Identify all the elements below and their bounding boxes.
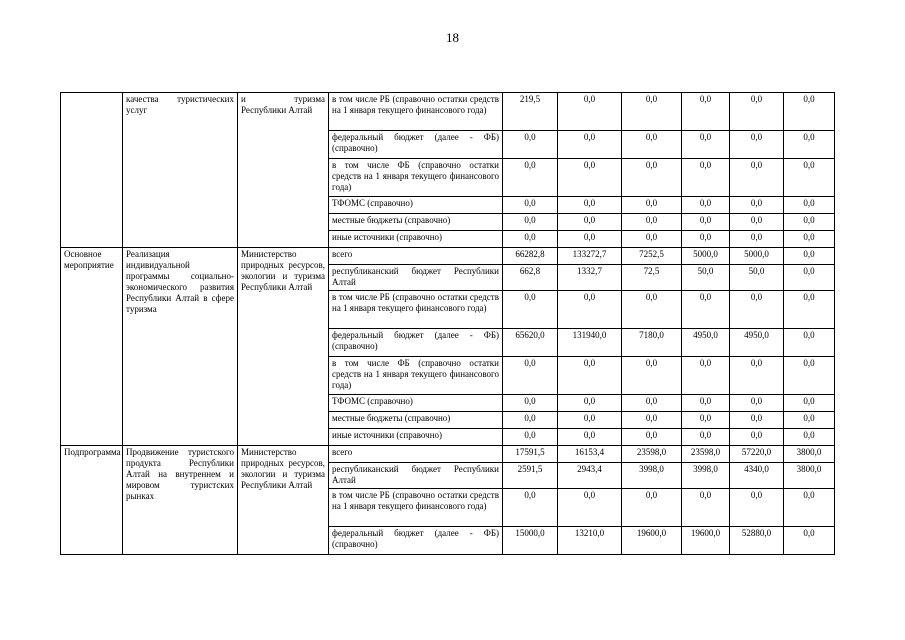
amount-cell-2: 0,0 <box>558 93 622 131</box>
amount-cell-2: 131940,0 <box>558 329 622 357</box>
amount-cell-1: 0,0 <box>503 357 558 395</box>
amount-cell-1: 0,0 <box>503 214 558 231</box>
funding-source-cell: в том числе РБ (справочно остатки средств на 1 января текущего финансового года) <box>329 489 503 527</box>
amount-cell-4: 5000,0 <box>682 248 730 265</box>
amount-cell-3: 19600,0 <box>622 527 682 555</box>
amount-cell-2: 0,0 <box>558 412 622 429</box>
program-type-cell: Подпрограмма <box>61 446 123 555</box>
funding-source-cell: федеральный бюджет (далее - ФБ) (справочно) <box>329 131 503 159</box>
funding-source-cell: иные источники (справочно) <box>329 231 503 248</box>
amount-cell-6: 0,0 <box>784 429 835 446</box>
amount-cell-6: 0,0 <box>784 197 835 214</box>
funding-source-cell: местные бюджеты (справочно) <box>329 412 503 429</box>
amount-cell-3: 0,0 <box>622 489 682 527</box>
executor-cell: Министерство природных ресурсов, экологии и туризма Республики Алтай <box>238 446 329 555</box>
amount-cell-2: 16153,4 <box>558 446 622 463</box>
amount-cell-5: 0,0 <box>730 197 784 214</box>
amount-cell-5: 52880,0 <box>730 527 784 555</box>
funding-source-cell: в том числе ФБ (справочно остатки средств на 1 января текущего финансового года) <box>329 357 503 395</box>
program-type-cell <box>61 93 123 248</box>
amount-cell-4: 0,0 <box>682 291 730 329</box>
amount-cell-3: 7180,0 <box>622 329 682 357</box>
amount-cell-3: 72,5 <box>622 265 682 291</box>
amount-cell-6: 0,0 <box>784 248 835 265</box>
funding-source-cell: в том числе РБ (справочно остатки средств на 1 января текущего финансового года) <box>329 93 503 131</box>
amount-cell-4: 0,0 <box>682 357 730 395</box>
amount-cell-1: 17591,5 <box>503 446 558 463</box>
amount-cell-6: 0,0 <box>784 291 835 329</box>
amount-cell-3: 0,0 <box>622 429 682 446</box>
amount-cell-6: 0,0 <box>784 131 835 159</box>
amount-cell-1: 662,8 <box>503 265 558 291</box>
amount-cell-5: 4340,0 <box>730 463 784 489</box>
amount-cell-3: 0,0 <box>622 93 682 131</box>
amount-cell-2: 0,0 <box>558 429 622 446</box>
amount-cell-4: 0,0 <box>682 489 730 527</box>
funding-source-cell: федеральный бюджет (далее - ФБ) (справочно) <box>329 527 503 555</box>
amount-cell-5: 0,0 <box>730 429 784 446</box>
amount-cell-2: 0,0 <box>558 357 622 395</box>
amount-cell-6: 0,0 <box>784 93 835 131</box>
amount-cell-3: 0,0 <box>622 231 682 248</box>
amount-cell-6: 0,0 <box>784 527 835 555</box>
amount-cell-1: 66282,8 <box>503 248 558 265</box>
amount-cell-2: 0,0 <box>558 489 622 527</box>
amount-cell-1: 65620,0 <box>503 329 558 357</box>
funding-source-cell: федеральный бюджет (далее - ФБ) (справочно) <box>329 329 503 357</box>
amount-cell-2: 0,0 <box>558 395 622 412</box>
amount-cell-6: 0,0 <box>784 265 835 291</box>
amount-cell-6: 3800,0 <box>784 463 835 489</box>
executor-cell: Министерство природных ресурсов, экологии и туризма Республики Алтай <box>238 248 329 446</box>
funding-source-cell: республиканский бюджет Республики Алтай <box>329 463 503 489</box>
amount-cell-5: 57220,0 <box>730 446 784 463</box>
amount-cell-5: 5000,0 <box>730 248 784 265</box>
program-type-cell: Основное мероприятие <box>61 248 123 446</box>
program-title-cell: качества туристических услуг <box>123 93 238 248</box>
amount-cell-1: 0,0 <box>503 197 558 214</box>
amount-cell-4: 50,0 <box>682 265 730 291</box>
funding-source-cell: в том числе ФБ (справочно остатки средств на 1 января текущего финансового года) <box>329 159 503 197</box>
amount-cell-5: 0,0 <box>730 357 784 395</box>
amount-cell-1: 0,0 <box>503 131 558 159</box>
amount-cell-1: 219,5 <box>503 93 558 131</box>
amount-cell-4: 4950,0 <box>682 329 730 357</box>
funding-source-cell: местные бюджеты (справочно) <box>329 214 503 231</box>
amount-cell-2: 13210,0 <box>558 527 622 555</box>
funding-source-cell: всего <box>329 248 503 265</box>
amount-cell-1: 0,0 <box>503 489 558 527</box>
table-row <box>61 248 835 265</box>
amount-cell-3: 0,0 <box>622 395 682 412</box>
amount-cell-5: 4950,0 <box>730 329 784 357</box>
amount-cell-3: 0,0 <box>622 131 682 159</box>
table-row <box>61 93 835 131</box>
page-number: 18 <box>446 30 459 45</box>
amount-cell-3: 0,0 <box>622 197 682 214</box>
amount-cell-3: 0,0 <box>622 291 682 329</box>
amount-cell-2: 0,0 <box>558 291 622 329</box>
amount-cell-1: 0,0 <box>503 412 558 429</box>
amount-cell-3: 0,0 <box>622 412 682 429</box>
amount-cell-1: 2591,5 <box>503 463 558 489</box>
amount-cell-4: 23598,0 <box>682 446 730 463</box>
funding-source-cell: ТФОМС (справочно) <box>329 197 503 214</box>
funding-source-cell: республиканский бюджет Республики Алтай <box>329 265 503 291</box>
budget-table <box>60 92 835 555</box>
funding-source-cell: в том числе РБ (справочно остатки средств на 1 января текущего финансового года) <box>329 291 503 329</box>
amount-cell-5: 0,0 <box>730 395 784 412</box>
amount-cell-4: 0,0 <box>682 412 730 429</box>
amount-cell-5: 0,0 <box>730 131 784 159</box>
amount-cell-4: 0,0 <box>682 429 730 446</box>
amount-cell-2: 2943,4 <box>558 463 622 489</box>
amount-cell-3: 3998,0 <box>622 463 682 489</box>
amount-cell-3: 0,0 <box>622 357 682 395</box>
amount-cell-4: 0,0 <box>682 214 730 231</box>
amount-cell-6: 0,0 <box>784 159 835 197</box>
amount-cell-2: 0,0 <box>558 197 622 214</box>
amount-cell-2: 0,0 <box>558 214 622 231</box>
amount-cell-4: 0,0 <box>682 93 730 131</box>
amount-cell-4: 0,0 <box>682 231 730 248</box>
amount-cell-1: 15000,0 <box>503 527 558 555</box>
program-title-cell: Реализация индивидуальной программы социально-экономического развития Республики Алтай в сфере туризма <box>123 248 238 446</box>
amount-cell-6: 3800,0 <box>784 446 835 463</box>
amount-cell-5: 0,0 <box>730 489 784 527</box>
amount-cell-6: 0,0 <box>784 214 835 231</box>
amount-cell-2: 133272,7 <box>558 248 622 265</box>
amount-cell-6: 0,0 <box>784 231 835 248</box>
amount-cell-6: 0,0 <box>784 489 835 527</box>
amount-cell-6: 0,0 <box>784 357 835 395</box>
amount-cell-5: 0,0 <box>730 214 784 231</box>
amount-cell-5: 0,0 <box>730 231 784 248</box>
amount-cell-4: 19600,0 <box>682 527 730 555</box>
amount-cell-6: 0,0 <box>784 329 835 357</box>
amount-cell-5: 50,0 <box>730 265 784 291</box>
amount-cell-1: 0,0 <box>503 429 558 446</box>
amount-cell-5: 0,0 <box>730 159 784 197</box>
amount-cell-2: 0,0 <box>558 159 622 197</box>
amount-cell-3: 23598,0 <box>622 446 682 463</box>
amount-cell-4: 0,0 <box>682 131 730 159</box>
amount-cell-6: 0,0 <box>784 395 835 412</box>
amount-cell-1: 0,0 <box>503 159 558 197</box>
amount-cell-4: 3998,0 <box>682 463 730 489</box>
executor-cell: и туризма Республики Алтай <box>238 93 329 248</box>
amount-cell-1: 0,0 <box>503 291 558 329</box>
funding-source-cell: ТФОМС (справочно) <box>329 395 503 412</box>
table-row <box>61 446 835 463</box>
amount-cell-5: 0,0 <box>730 93 784 131</box>
funding-source-cell: всего <box>329 446 503 463</box>
amount-cell-6: 0,0 <box>784 412 835 429</box>
amount-cell-4: 0,0 <box>682 395 730 412</box>
amount-cell-4: 0,0 <box>682 159 730 197</box>
amount-cell-2: 0,0 <box>558 131 622 159</box>
amount-cell-2: 0,0 <box>558 231 622 248</box>
amount-cell-3: 0,0 <box>622 159 682 197</box>
funding-source-cell: иные источники (справочно) <box>329 429 503 446</box>
amount-cell-3: 7252,5 <box>622 248 682 265</box>
amount-cell-4: 0,0 <box>682 197 730 214</box>
amount-cell-2: 1332,7 <box>558 265 622 291</box>
amount-cell-1: 0,0 <box>503 231 558 248</box>
amount-cell-5: 0,0 <box>730 291 784 329</box>
amount-cell-3: 0,0 <box>622 214 682 231</box>
program-title-cell: Продвижение туристского продукта Республики Алтай на внутреннем и мировом туристских рынках <box>123 446 238 555</box>
amount-cell-1: 0,0 <box>503 395 558 412</box>
amount-cell-5: 0,0 <box>730 412 784 429</box>
